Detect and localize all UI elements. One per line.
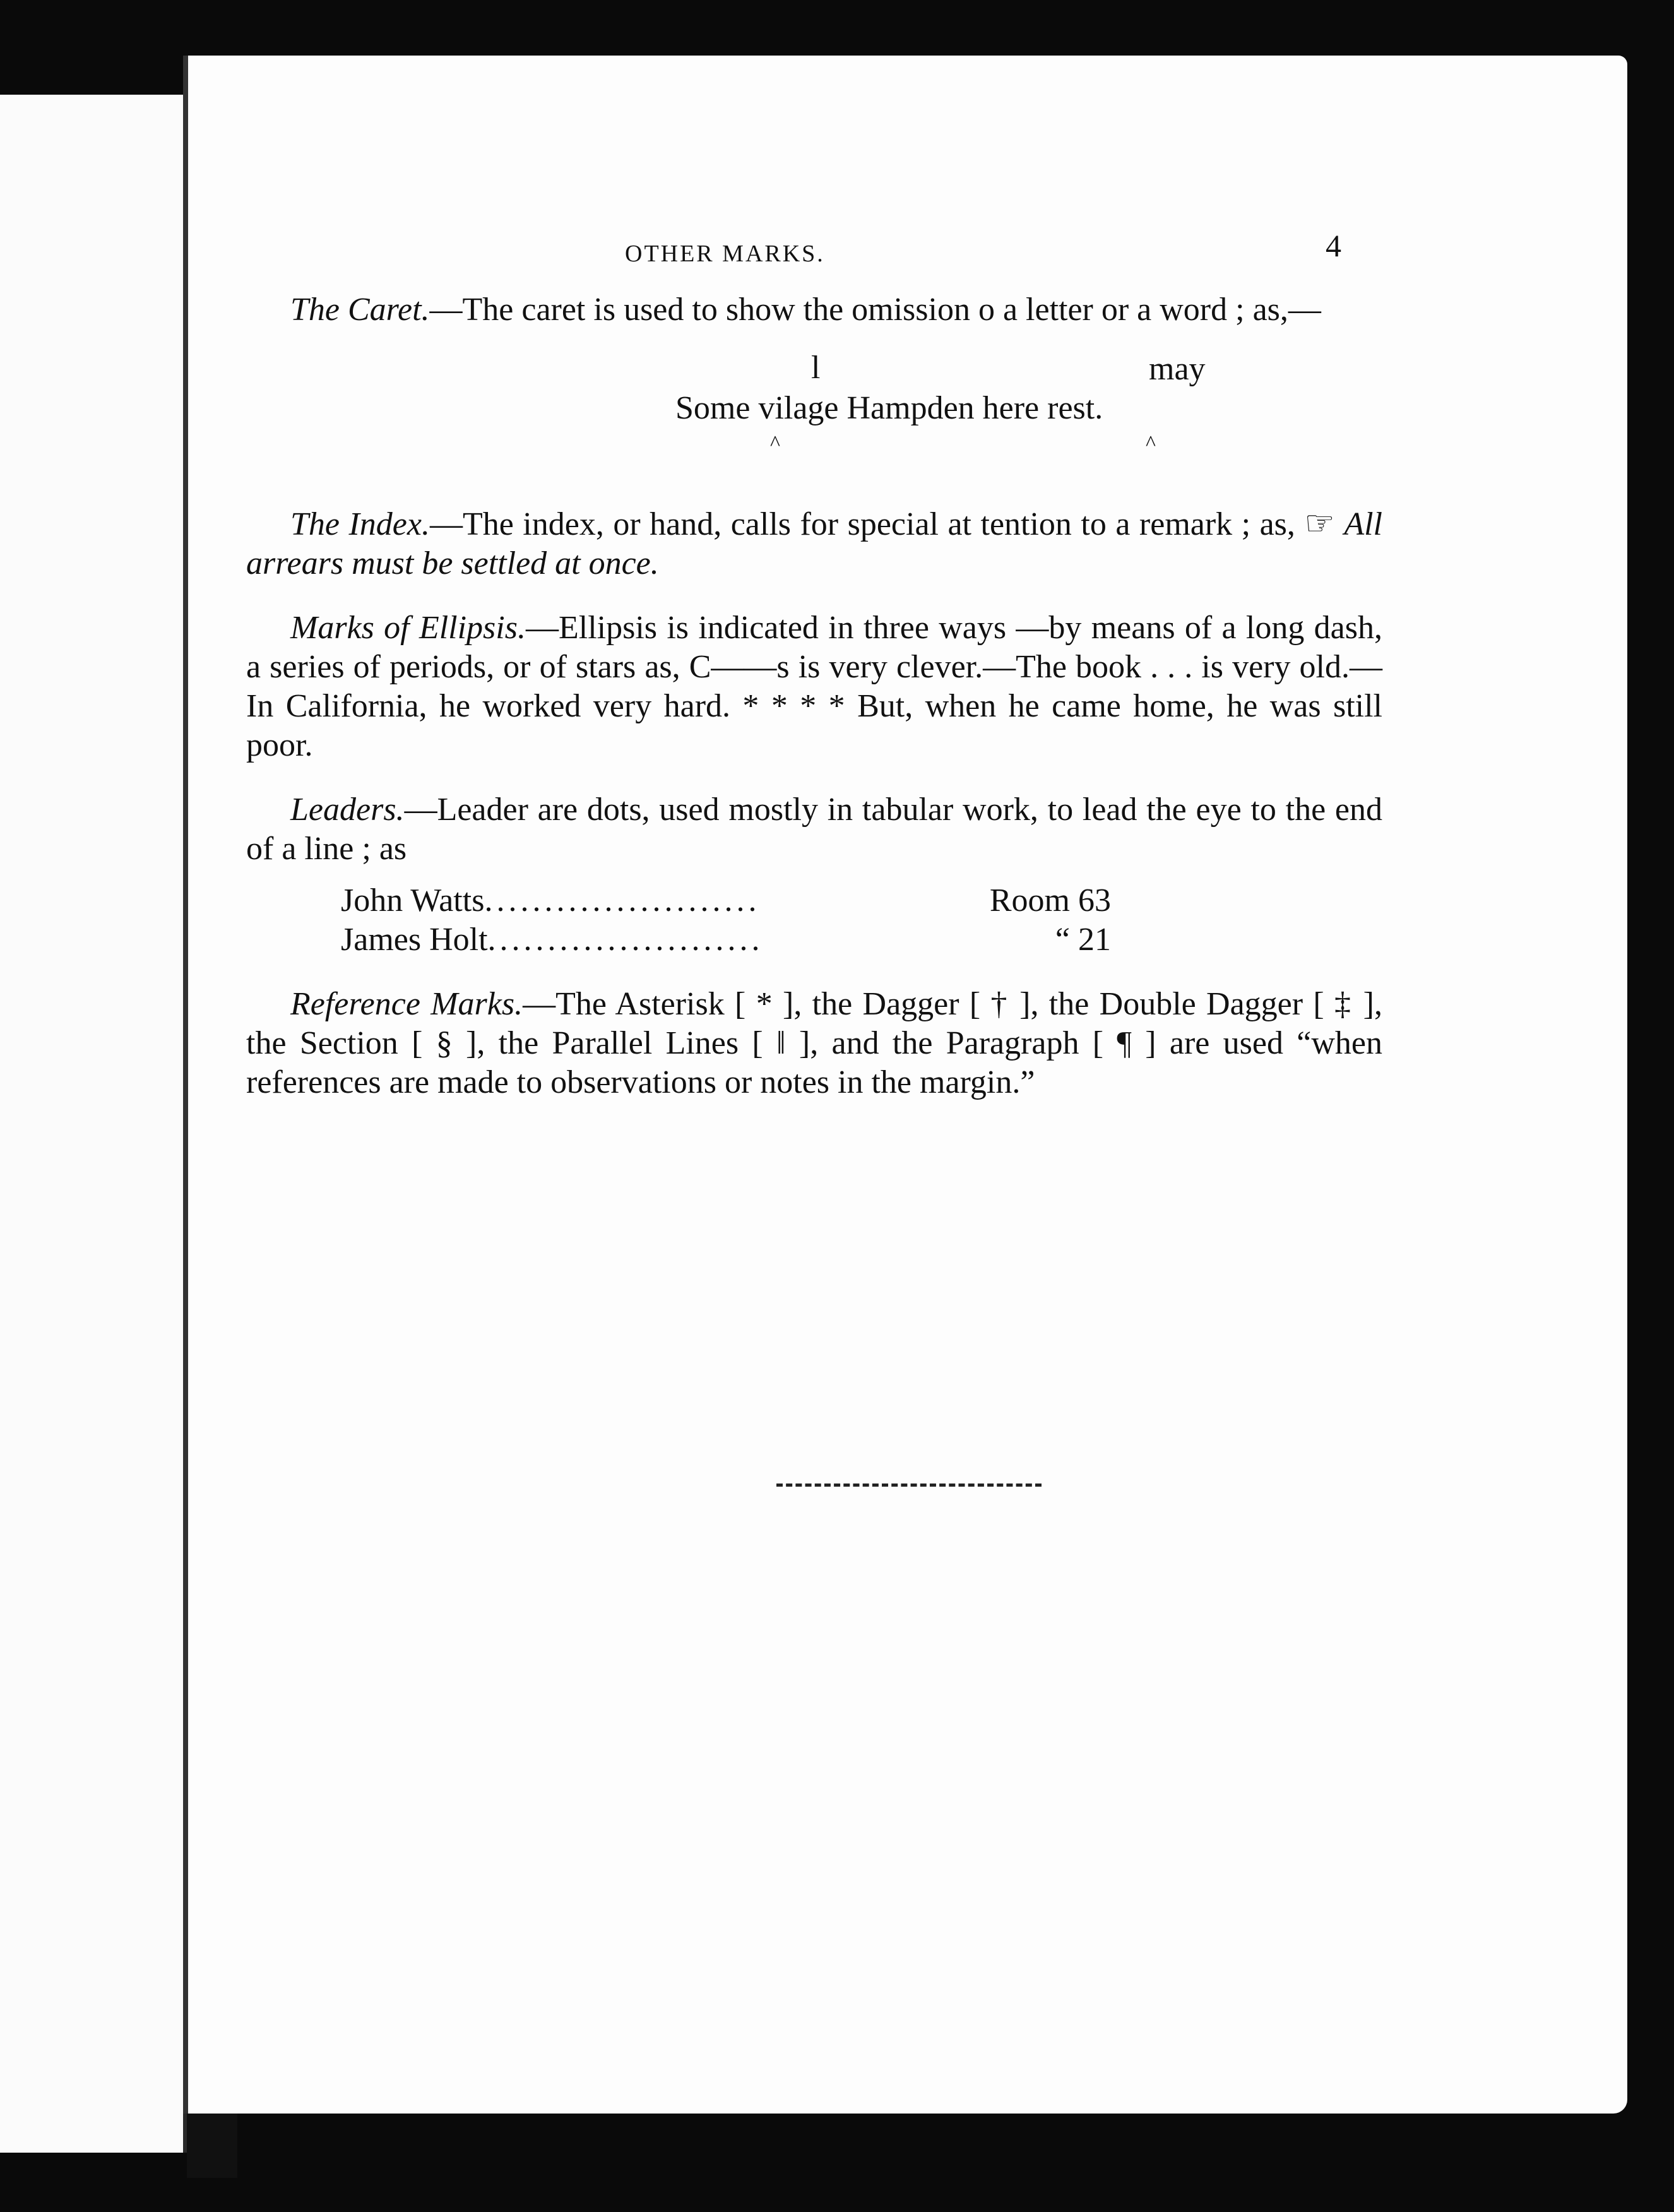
caret-insert-1: l [811, 350, 821, 386]
running-head: OTHER MARKS. [625, 241, 825, 267]
index-text: —The index, or hand, calls for special at tention to a remark ; as, [429, 506, 1295, 542]
caret-mark-2: ^ [1146, 432, 1156, 455]
leader-name: James Holt [341, 922, 488, 958]
ellipsis-text: —Ellipsis is indicated in three ways —by means of a long dash, a series of periods, or of stars as, C——s is very clever.—The book . . . is very old.—In California, he worked very hard. * * * * But, when he came home, he was still poor. [246, 610, 1382, 763]
pointing-hand-icon: ☞ [1304, 504, 1335, 542]
leaders-paragraph [246, 790, 1382, 869]
reference-paragraph [246, 985, 1382, 1102]
index-title: The Index. [290, 506, 430, 542]
leader-row [341, 920, 1111, 960]
ellipsis-paragraph [246, 609, 1382, 765]
leaders-title: Leaders. [290, 792, 405, 828]
index-paragraph [246, 504, 1382, 583]
leader-room: “ 21 [1055, 922, 1111, 958]
index-example: All arrears must be settled at once. [246, 506, 1383, 581]
leaders-table [341, 881, 1382, 960]
caret-title: The Caret. [290, 292, 430, 328]
ellipsis-title: Marks of Ellipsis. [290, 610, 526, 646]
page-text [246, 290, 1382, 1127]
caret-example-text: Some vilage Hampden here rest. [675, 390, 1103, 426]
leader-dots: ....................... [487, 922, 764, 958]
leader-room: Room 63 [989, 883, 1111, 919]
left-page [0, 95, 187, 2153]
leader-row [341, 881, 1111, 920]
leader-name: John Watts [341, 883, 485, 919]
caret-example [246, 350, 1382, 481]
caret-paragraph [246, 290, 1382, 330]
section-rule [776, 1484, 1042, 1487]
caret-insert-2: may [1149, 351, 1206, 387]
leaders-text: —Leader are dots, used mostly in tabular work, to lead the eye to the end of a line ; as [246, 792, 1382, 867]
page-number: 4 [1326, 228, 1341, 263]
reference-text: —The Asterisk [ * ], the Dagger [ † ], the Double Dagger [ ‡ ], the Section [ § ], the Parallel Lines [ ‖ ], and the Paragraph [ ¶ ] are used “when references are made to observations or notes in the margin.” [246, 986, 1382, 1100]
reference-title: Reference Marks. [290, 986, 523, 1022]
caret-mark-1: ^ [770, 432, 780, 455]
leader-dots: ....................... [484, 883, 761, 919]
caret-text: —The caret is used to show the omission o a letter or a word ; as,— [429, 292, 1321, 328]
